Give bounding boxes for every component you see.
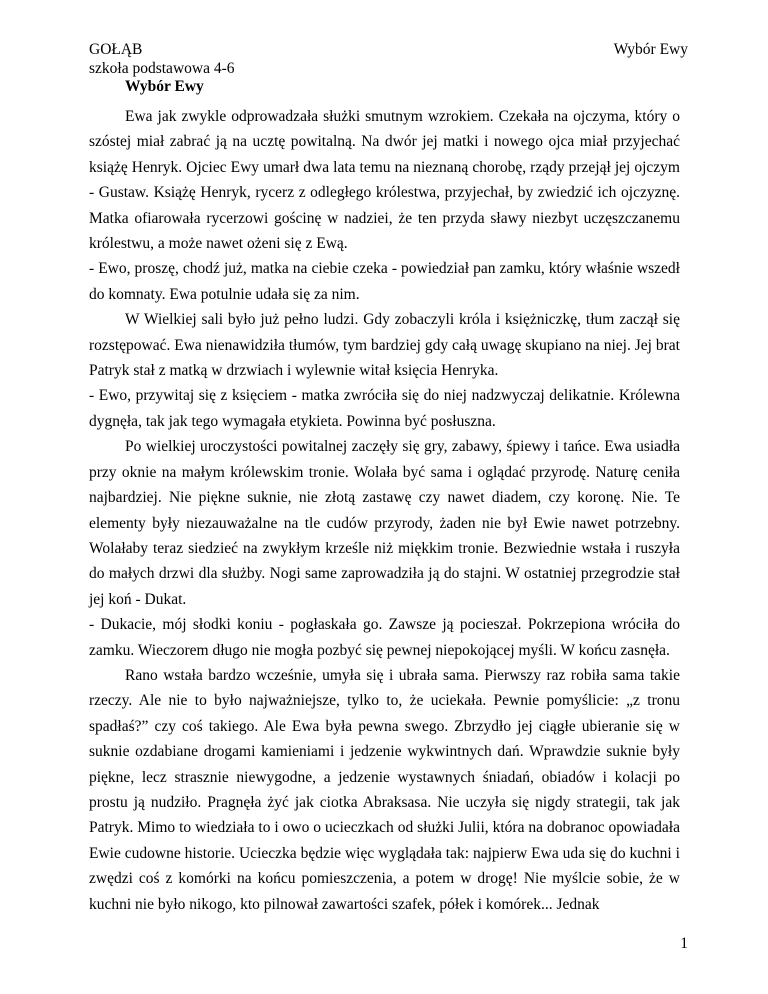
paragraph: - Ewo, przywitaj się z księciem - matka zwróciła się do niej nadzwyczaj delikatnie. Królewna dygnęła, tak jak tego wymagała etykieta. Powinna być posłuszna.	[89, 387, 680, 430]
paragraph: Ewa jak zwykle odprowadzała służki smutnym wzrokiem. Czekała na ojczyma, który o szóstej miał zabrać ją na ucztę powitalną. Na dwór jej matki i nowego ojca miał przyjechać książę Henryk. Ojciec Ewy umarł dwa lata temu na nieznaną chorobę, rządy przejął jej ojczym - Gustaw. Książę Henryk, rycerz z odległego królestwa, przyjechał, by zwiedzić ich ojczyznę. Matka ofiarowała rycerzowi gościnę w nadziei, że ten przyda sławy niezbyt uczęszczanemu królestwu, a może nawet ożeni się z Ewą.	[89, 108, 680, 253]
page-header-left	[89, 40, 235, 78]
paragraph: W Wielkiej sali było już pełno ludzi. Gdy zobaczyli króla i księżniczkę, tłum zaczął się rozstępować. Ewa nienawidziła tłumów, tym bardziej gdy całą uwagę skupiano na niej. Jej brat Patryk stał z matką w drzwiach i wylewnie witał księcia Henryka.	[89, 311, 680, 380]
paragraph: Po wielkiej uroczystości powitalnej zaczęły się gry, zabawy, śpiewy i tańce. Ewa usiadła przy oknie na małym królewskim tronie. Wolała być sama i oglądać przyrodę. Naturę ceniła najbardziej. Nie piękne suknie, nie złotą zastawę czy nawet diadem, czy koronę. Nie. Te elementy były niezauważalne na tle cudów przyrody, żaden nie był Ewie nawet potrzebny. Wolałaby teraz siedzieć na zwykłym krześle niż miękkim tronie. Bezwiednie wstała i ruszyła do małych drzwi dla służby. Nogi same zaprowadziła ją do stajni. W ostatniej przegrodzie stał jej koń - Dukat.	[89, 438, 680, 608]
header-author: GOŁĄB	[89, 41, 143, 58]
paragraph: - Dukacie, mój słodki koniu - pogłaskała go. Zawsze ją pocieszał. Pokrzepiona wróciła do zamku. Wieczorem długo nie mogła pozbyć się pewnej niepokojącej myśli. W końcu zasnęła.	[89, 616, 680, 659]
paragraph: Rano wstała bardzo wcześnie, umyła się i ubrała sama. Pierwszy raz robiła sama takie rzeczy. Ale nie to było najważniejsze, tylko to, że uciekała. Pewnie pomyślicie: „z tronu spadłaś?” czy coś takiego. Ale Ewa była pewna swego. Zbrzydło jej ciągłe ubieranie się w suknie ozdabiane drogami kamieniami i jedzenie wykwintnych dań. Wprawdzie suknie były piękne, lecz strasznie niewygodne, a jedzenie wystawnych śniadań, obiadów i kolacji po prostu ją nudziło. Pragnęła żyć jak ciotka Abraksasa. Nie uczyła się nigdy strategii, tak jak Patryk. Mimo to wiedziała to i owo o ucieczkach od służki Julii, która na dobranoc opowiadała Ewie cudowne historie. Ucieczka będzie więc wyglądała tak: najpierw Ewa uda się do kuchni i zwędzi coś z komórki na końcu pomieszczenia, a potem w drogę! Nie myślcie sobie, że w kuchni nie było nikogo, kto pilnował zawartości szafek, półek i komórek... Jednak	[89, 666, 680, 913]
page-number: 1	[680, 935, 688, 952]
document-body	[89, 77, 680, 917]
header-document-title: Wybór Ewy	[613, 41, 688, 58]
story-title: Wybór Ewy	[125, 78, 204, 95]
paragraph: - Ewo, proszę, chodź już, matka na ciebie czeka - powiedział pan zamku, który właśnie wszedł do komnaty. Ewa potulnie udała się za nim.	[89, 260, 680, 303]
header-school: szkoła podstawowa 4-6	[89, 60, 235, 77]
